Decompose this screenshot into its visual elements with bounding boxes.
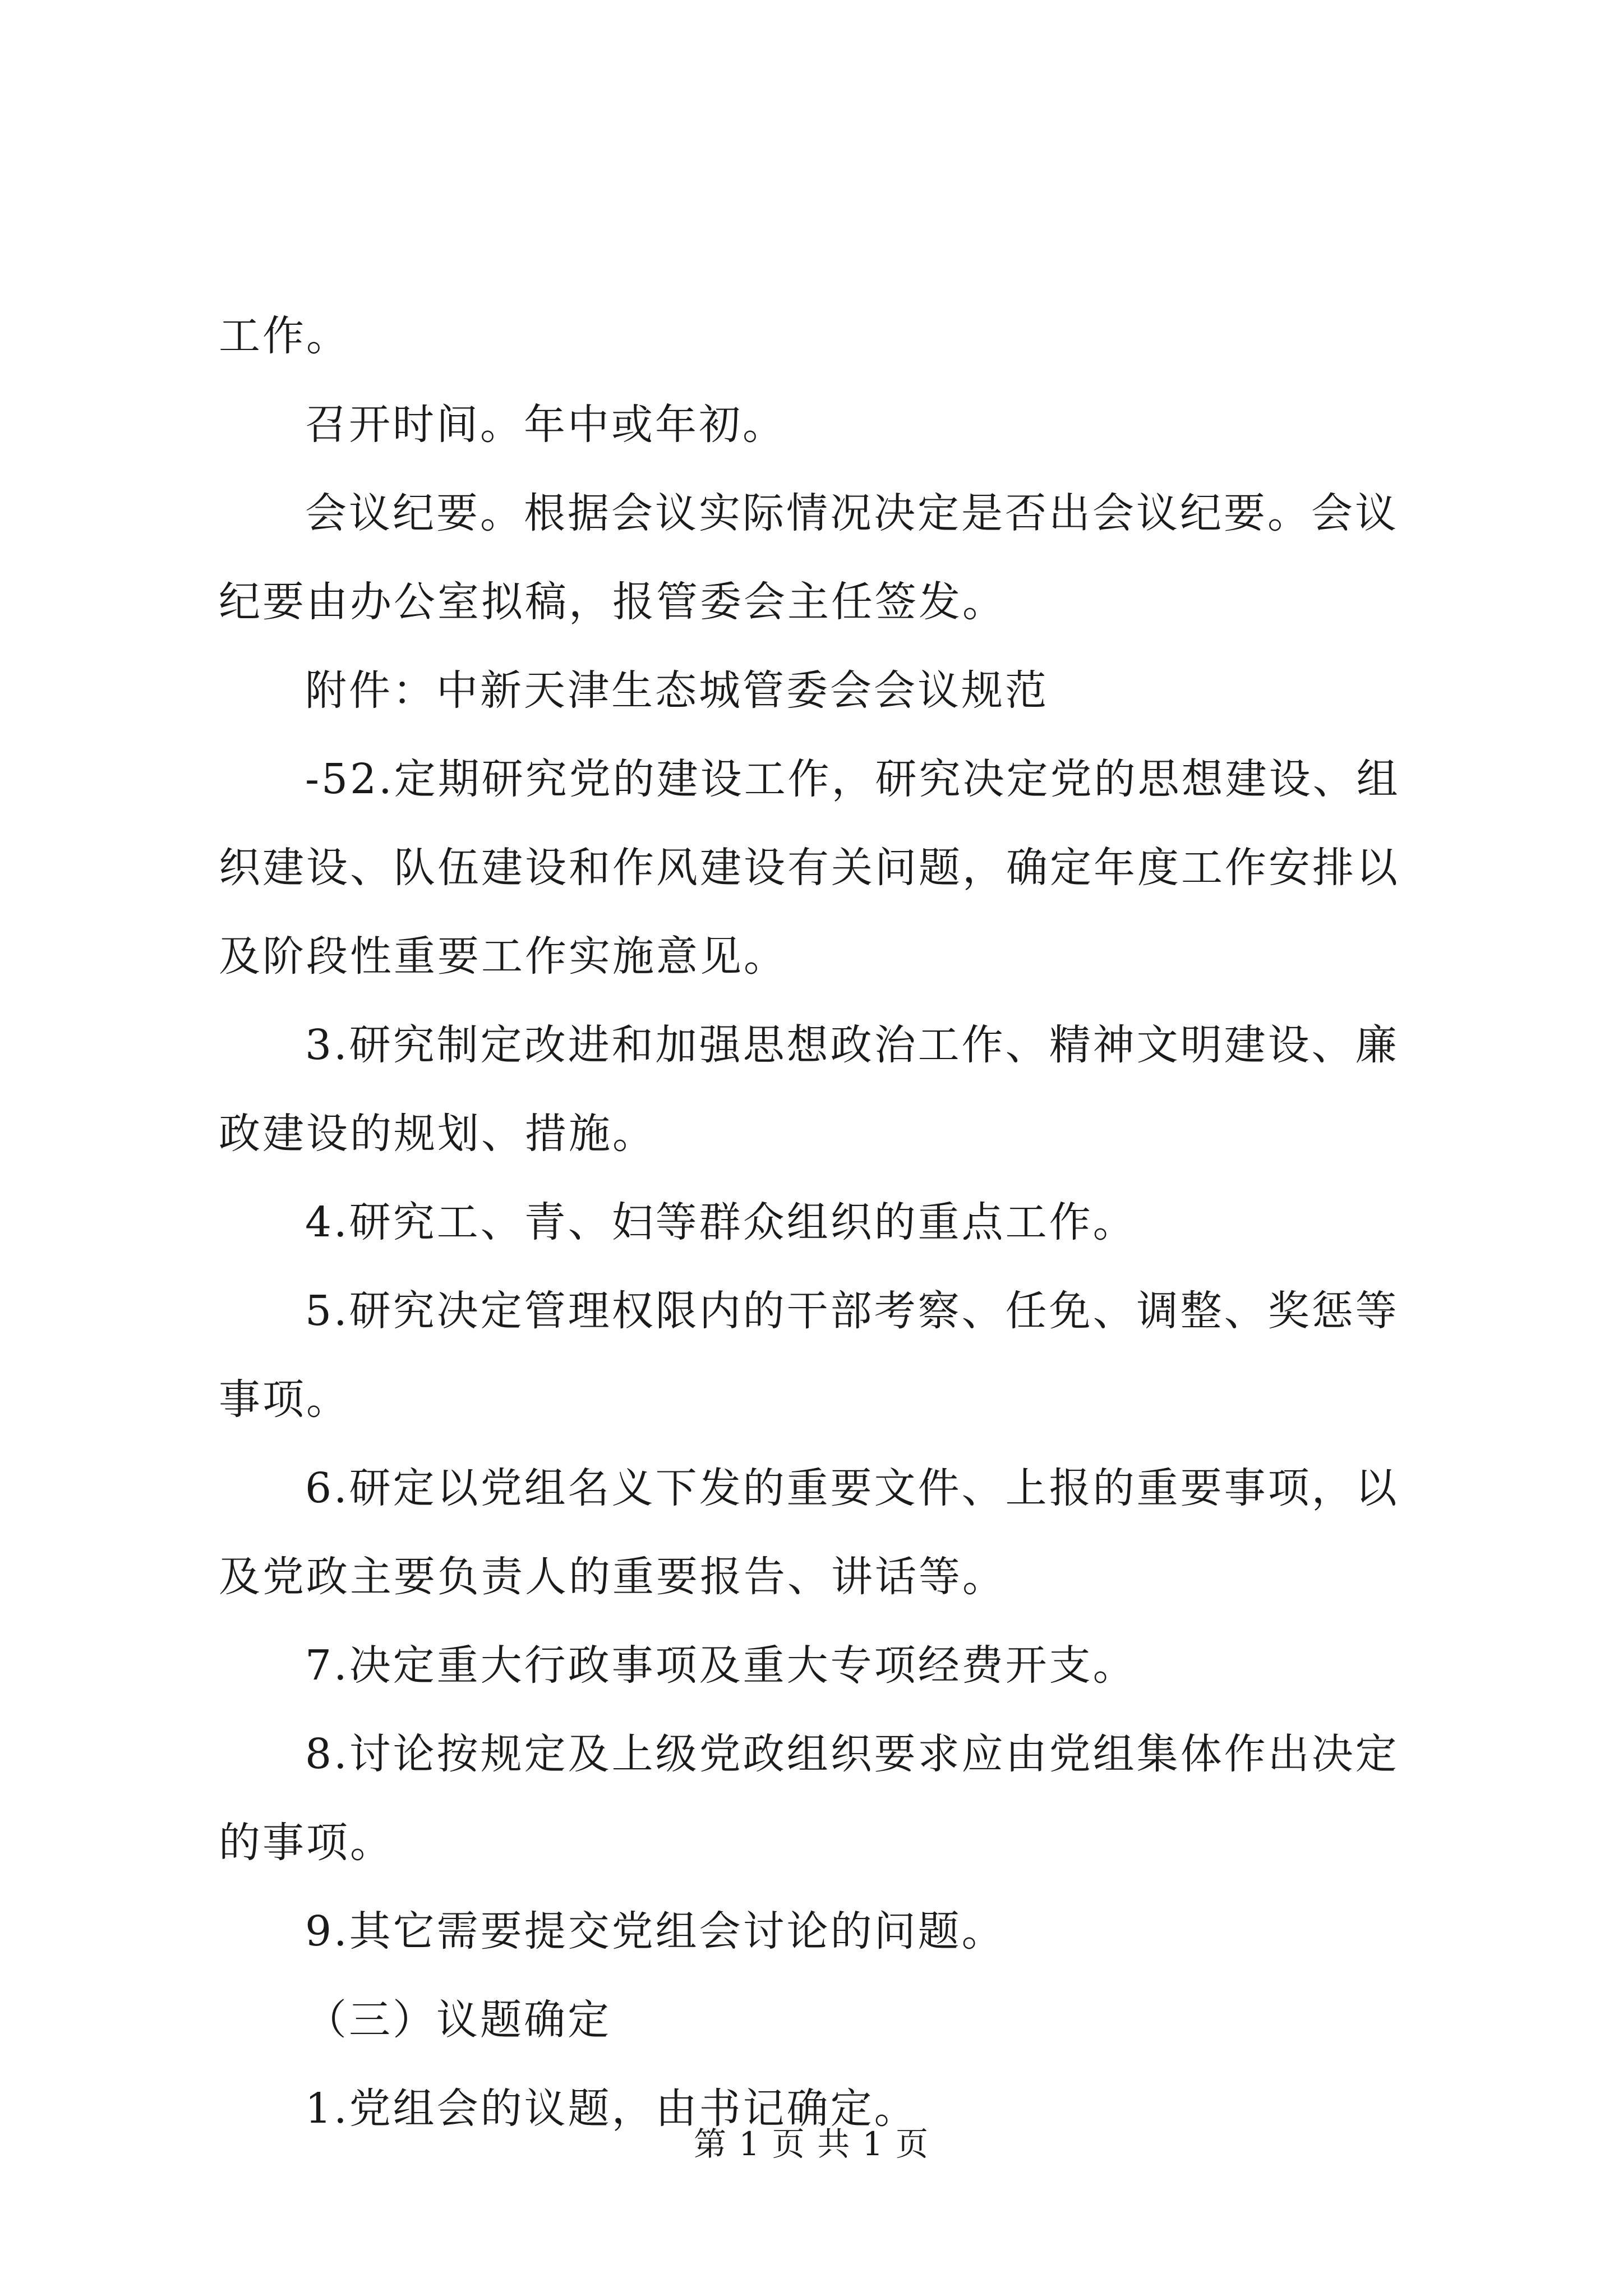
paragraph-work-end: 工作。 <box>219 312 350 360</box>
paragraph-topic-item-1: 1.党组会的议题，由书记确定。 <box>305 2085 918 2133</box>
paragraph-item-9: 9.其它需要提交党组会讨论的问题。 <box>305 1907 1006 1955</box>
paragraph-item-2: -52.定期研究党的建设工作，研究决定党的思想建设、组织建设、队伍建设和作风建设有关问题，确定年度工作安排以及阶段性重要工作实施意见。 <box>219 755 1400 981</box>
paragraph-item-7: 7.决定重大行政事项及重大专项经费开支。 <box>305 1641 1137 1690</box>
paragraph-item-4: 4.研究工、青、妇等群众组织的重点工作。 <box>305 1198 1137 1246</box>
paragraph-item-3: 3.研究制定改进和加强思想政治工作、精神文明建设、廉政建设的规划、措施。 <box>219 1021 1399 1158</box>
paragraph-item-8: 8.讨论按规定及上级党政组织要求应由党组集体作出决定的事项。 <box>219 1730 1399 1867</box>
paragraph-item-5: 5.研究决定管理权限内的干部考察、任免、调整、奖惩等事项。 <box>219 1287 1399 1424</box>
document-body <box>219 292 1430 2153</box>
paragraph-meeting-minutes: 会议纪要。根据会议实际情况决定是否出会议纪要。会议纪要由办公室拟稿，报管委会主任签发。 <box>219 489 1399 626</box>
paragraph-item-6: 6.研定以党组名义下发的重要文件、上报的重要事项，以及党政主要负责人的重要报告、讲话等。 <box>219 1464 1399 1601</box>
paragraph-attachment: 附件：中新天津生态城管委会会议规范 <box>305 666 1049 715</box>
page-footer: 第 1 页 共 1 页 <box>694 2125 929 2163</box>
section-heading-topic-determination: （三）议题确定 <box>305 1996 611 2044</box>
paragraph-meeting-time: 召开时间。年中或年初。 <box>305 401 786 449</box>
